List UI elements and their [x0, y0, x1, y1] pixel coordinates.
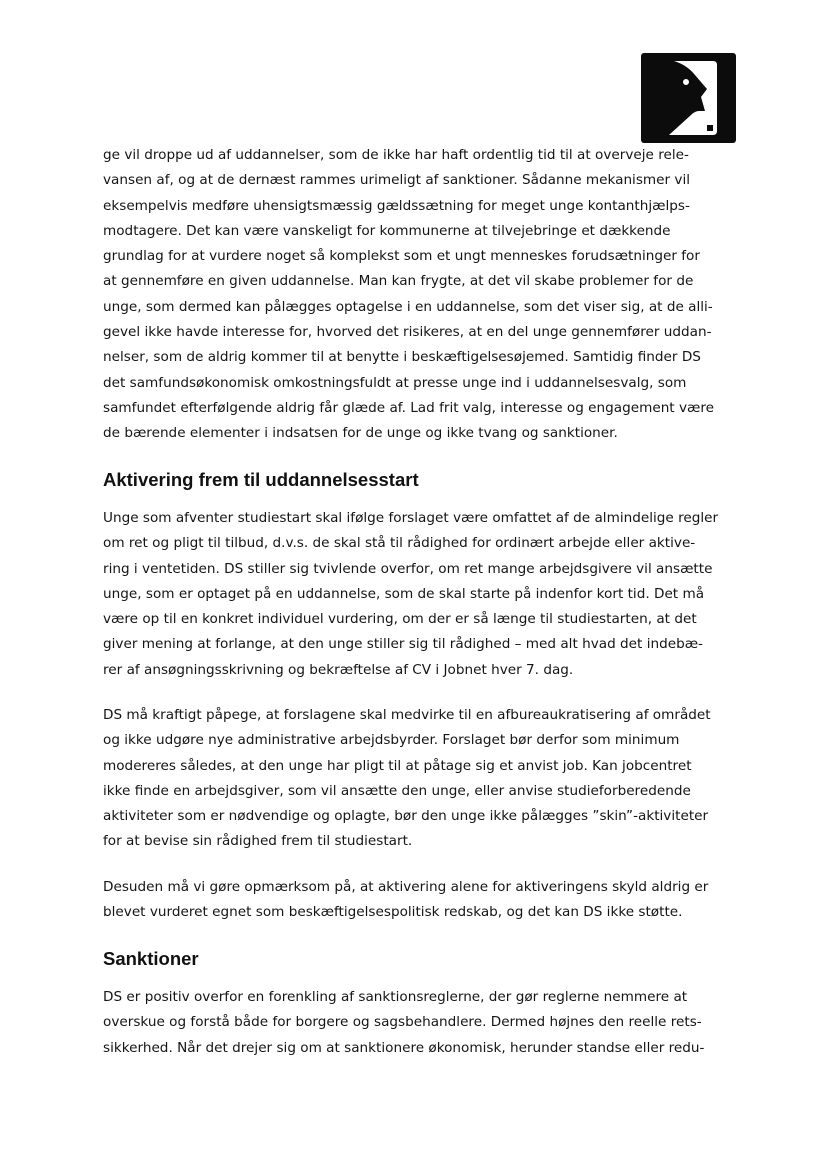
text-line: modereres således, at den unge har pligt til at påtage sig et anvist job. Kan jobcentret	[103, 757, 692, 774]
paragraph-intro	[103, 143, 743, 447]
text-line: giver mening at forlange, at den unge stiller sig til rådighed – med alt hvad det indebæ-	[103, 636, 703, 653]
text-line: modtagere. Det kan være vanskeligt for kommunerne at tilvejebringe et dækkende	[103, 222, 671, 239]
text-line: vansen af, og at de dernæst rammes urimeligt af sanktioner. Sådanne mekanismer vil	[103, 172, 691, 189]
text-line: aktiviteter som er nødvendige og oplagte, bør den unge ikke pålægges ”skin”-aktiviteter	[103, 808, 709, 825]
text-line: det samfundsøkonomisk omkostningsfuldt at presse unge ind i uddannelsesvalg, som	[103, 374, 687, 391]
text-line: ring i ventetiden. DS stiller sig tvivlende overfor, om ret mange arbejdsgivere vil ansætte	[103, 560, 713, 577]
text-line: at gennemføre en given uddannelse. Man kan frygte, at det vil skabe problemer for de	[103, 273, 694, 290]
text-line: om ret og pligt til tilbud, d.v.s. de skal stå til rådighed for ordinært arbejde eller aktive-	[103, 535, 696, 552]
paragraph-afbureaukratisering	[103, 703, 743, 855]
text-line: rer af ansøgningsskrivning og bekræftelse af CV i Jobnet hver 7. dag.	[103, 661, 574, 678]
text-line: unge, som er optaget på en uddannelse, som de skal starte på indenfor kort tid. Det må	[103, 585, 705, 602]
text-line: overskue og forstå både for borgere og sagsbehandlere. Dermed højnes den reelle rets-	[103, 1014, 702, 1031]
paragraph-sanktioner	[103, 985, 743, 1061]
section-heading-aktivering: Aktivering frem til uddannelsesstart	[103, 469, 419, 490]
paragraph-studiestart	[103, 506, 743, 683]
text-line: nelser, som de aldrig kommer til at benytte i beskæftigelsesøjemed. Samtidig finder DS	[103, 349, 701, 366]
text-line: Desuden må vi gøre opmærksom på, at aktivering alene for aktiveringens skyld aldrig er	[103, 879, 709, 895]
text-line: grundlag for at vurdere noget så komplekst som et ungt menneskes forudsætninger for	[103, 248, 700, 265]
text-line: de bærende elementer i indsatsen for de unge og ikke tvang og sanktioner.	[103, 425, 618, 442]
text-line: gevel ikke havde interesse for, hvorved det risikeres, at en del unge gennemfører uddan-	[103, 324, 712, 341]
text-line: og ikke udgøre nye administrative arbejdsbyrder. Forslaget bør derfor som minimum	[103, 732, 680, 749]
paragraph-aktivering-skyld	[103, 875, 743, 926]
text-line: samfundet efterfølgende aldrig får glæde af. Lad frit valg, interesse og engagement være	[103, 399, 715, 416]
ds-logo-face-icon	[641, 53, 736, 143]
text-line: for at bevise sin rådighed frem til studiestart.	[103, 833, 413, 850]
text-line: eksempelvis medføre uhensigtsmæssig gældssætning for meget unge kontanthjælps-	[103, 197, 690, 214]
text-line: DS må kraftigt påpege, at forslagene skal medvirke til en afbureaukratisering af området	[103, 707, 711, 723]
section-heading-sanktioner: Sanktioner	[103, 948, 199, 969]
text-line: Unge som afventer studiestart skal ifølge forslaget være omfattet af de almindelige regler	[103, 510, 719, 526]
text-line: være op til en konkret individuel vurdering, om der er så længe til studiestarten, at det	[103, 611, 697, 628]
text-line: ge vil droppe ud af uddannelser, som de ikke har haft ordentlig tid til at overveje rele-	[103, 147, 689, 163]
text-line: DS er positiv overfor en forenkling af sanktionsreglerne, der gør reglerne nemmere at	[103, 989, 688, 1005]
text-line: sikkerhed. Når det drejer sig om at sanktionere økonomisk, herunder standse eller redu-	[103, 1039, 705, 1056]
text-line: blevet vurderet egnet som beskæftigelsespolitisk redskab, og det kan DS ikke støtte.	[103, 904, 683, 921]
text-line: unge, som dermed kan pålægges optagelse i en uddannelse, som det viser sig, at de alli-	[103, 298, 713, 315]
text-line: ikke finde en arbejdsgiver, som vil ansætte den unge, eller anvise studieforberedende	[103, 782, 691, 799]
